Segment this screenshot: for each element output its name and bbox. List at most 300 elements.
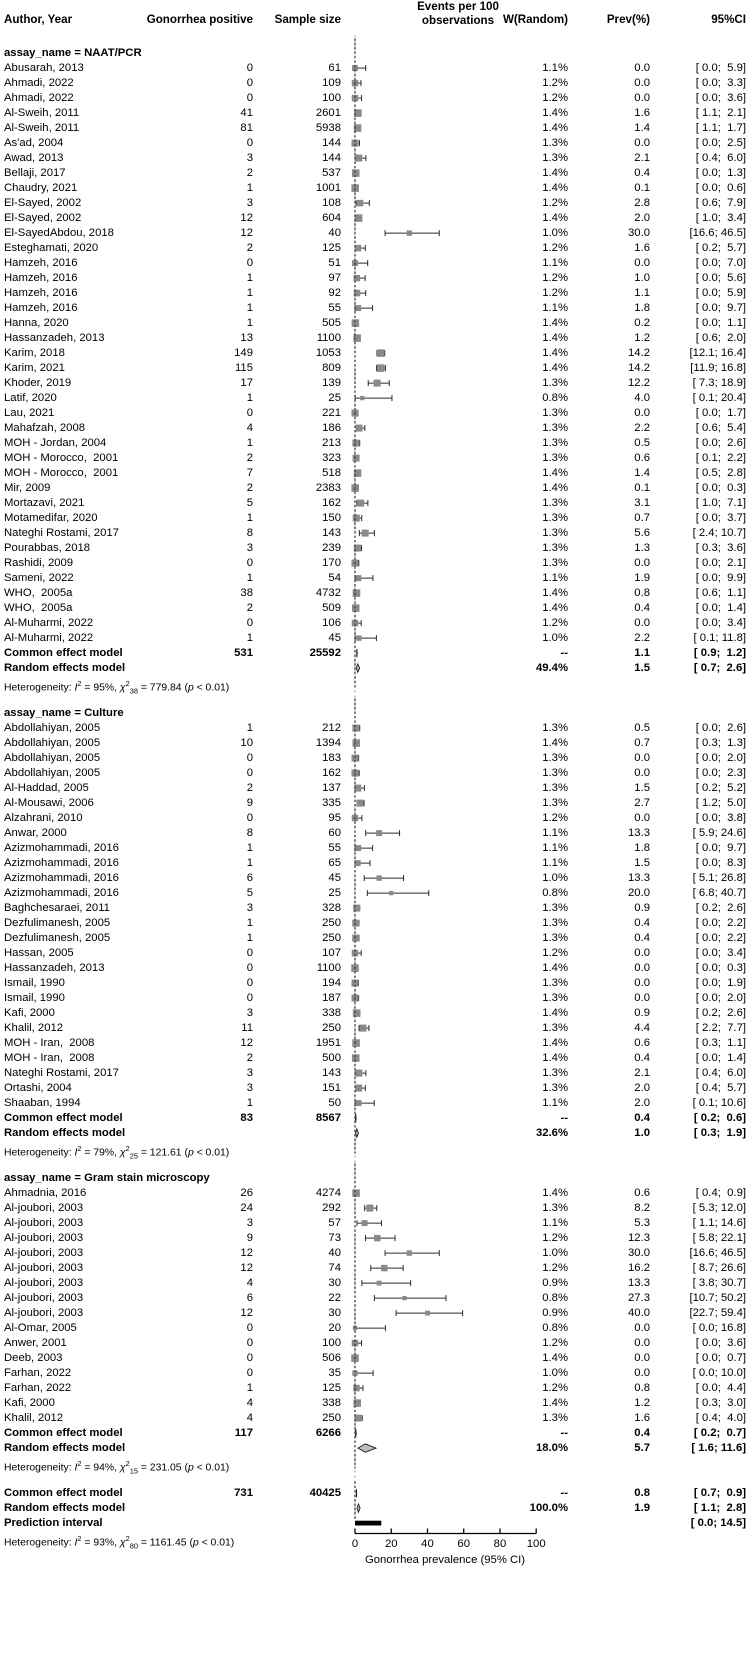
study-ci: [ 2.2; 7.7] [695,1021,746,1034]
study-prev: 20.0 [628,886,650,899]
study-weight: 1.0% [542,226,568,239]
study-prev: 1.6 [634,106,650,119]
study-label: Al-joubori, 2003 [4,1246,84,1259]
study-ci: [ 0.0; 3.3] [695,76,746,89]
heterogeneity-line: Heterogeneity: $I^2 = 95\%$, $\chi^2_{38} = 779.84$ (p < 0.01) [4,678,230,696]
study-weight: 0.8% [542,1321,568,1334]
study-events: 4 [246,421,253,434]
study-ci: [ 0.2; 2.6] [695,901,746,914]
study-ci: [ 0.0; 1.1] [695,316,746,329]
study-n: 604 [322,211,341,224]
study-ci: [ 1.1; 14.6] [692,1216,746,1229]
common-effect-ci: [ 0.2; 0.7] [693,1426,746,1439]
study-n: 2383 [315,481,341,494]
study-weight: 1.4% [542,601,568,614]
study-events: 0 [246,91,253,104]
study-prev: 0.8 [634,586,650,599]
study-n: 162 [322,496,341,509]
study-label: Al-joubori, 2003 [4,1216,84,1229]
common-effect-n: 25592 [309,646,341,659]
study-events: 0 [246,616,253,629]
study-ci: [ 0.0; 3.4] [695,616,746,629]
study-n: 1394 [315,736,341,749]
study-events: 24 [240,1201,253,1214]
study-ci: [ 1.0; 3.4] [695,211,746,224]
study-label: Al-Sweih, 2011 [4,121,80,134]
study-weight: 1.2% [542,1381,568,1394]
study-events: 3 [246,901,253,914]
study-n: 1053 [315,346,341,359]
study-n: 40 [328,226,341,239]
study-ci: [ 5.1; 26.8] [692,871,746,884]
random-effects-weight: 49.4% [535,661,568,674]
common-effect-ci: [ 0.2; 0.6] [693,1111,746,1124]
study-ci: [ 5.8; 22.1] [692,1231,746,1244]
study-label: As'ad, 2004 [4,136,64,149]
study-n: 40 [328,1246,341,1259]
study-label: Hassan, 2005 [4,946,74,959]
study-prev: 16.2 [628,1261,650,1274]
study-label: Abdollahiyan, 2005 [4,721,101,734]
study-weight: 1.1% [542,61,568,74]
study-label: Ahmadnia, 2016 [4,1186,87,1199]
common-effect-label: Common effect model [4,1111,123,1124]
study-events: 9 [246,1231,253,1244]
prediction-interval-label: Prediction interval [4,1516,103,1529]
study-label: Karim, 2018 [4,346,65,359]
study-prev: 2.2 [634,631,650,644]
study-n: 125 [322,1381,341,1394]
study-n: 20 [328,1321,341,1334]
study-n: 183 [322,751,341,764]
study-events: 0 [246,811,253,824]
study-label: Ahmadi, 2022 [4,91,74,104]
study-label: MOH - Morocco, 2001 [4,451,119,464]
study-events: 2 [246,1051,253,1064]
study-events: 1 [246,931,253,944]
study-events: 1 [246,1381,253,1394]
study-weight: 1.3% [542,451,568,464]
study-ci: [ 0.0; 2.2] [695,916,746,929]
study-n: 186 [322,421,341,434]
study-ci: [ 0.0; 3.8] [695,811,746,824]
study-prev: 0.6 [634,451,650,464]
study-events: 11 [241,1021,253,1034]
axis-tick-label: 40 [421,1537,434,1550]
random-effects-ci: [ 1.6; 11.6] [691,1441,746,1454]
study-ci: [ 0.0; 16.8] [692,1321,746,1334]
study-weight: 1.2% [542,76,568,89]
study-ci: [ 1.1; 2.1] [695,106,746,119]
study-weight: 1.1% [542,841,568,854]
study-weight: 1.1% [542,856,568,869]
study-weight: 1.3% [542,406,568,419]
study-ci: [ 0.0; 1.9] [695,976,746,989]
study-events: 5 [246,886,253,899]
study-weight: 1.3% [542,1201,568,1214]
group-title: assay_name = Gram stain microscopy [4,1171,210,1184]
study-events: 0 [246,976,253,989]
study-ci: [ 0.4; 5.7] [695,1081,746,1094]
study-ci: [ 0.6; 2.0] [695,331,746,344]
study-ci: [ 0.0; 0.6] [695,181,746,194]
study-events: 2 [246,451,253,464]
study-weight: 1.1% [542,1216,568,1229]
common-effect-events: 83 [240,1111,253,1124]
study-label: Pourabbas, 2018 [4,541,91,554]
study-prev: 0.0 [634,811,650,824]
study-n: 143 [322,1066,341,1079]
study-ci: [ 0.4; 0.9] [695,1186,746,1199]
study-events: 1 [246,286,253,299]
study-n: 250 [322,1021,341,1034]
study-ci: [ 0.0; 1.4] [695,601,746,614]
study-prev: 3.1 [634,496,650,509]
study-events: 41 [240,106,253,119]
study-ci: [ 6.8; 40.7] [692,886,746,899]
study-events: 0 [246,766,253,779]
study-events: 1 [246,916,253,929]
study-ci: [ 0.0; 5.9] [695,61,746,74]
study-prev: 30.0 [628,1246,650,1259]
study-events: 0 [246,961,253,974]
study-n: 107 [322,946,341,959]
study-events: 0 [246,1321,253,1334]
overall-random-prev: 1.9 [634,1501,650,1514]
study-weight: 0.8% [542,886,568,899]
study-weight: 1.3% [542,1411,568,1424]
study-n: 2601 [315,106,341,119]
study-label: Al-joubori, 2003 [4,1231,84,1244]
study-n: 74 [328,1261,341,1274]
study-prev: 0.0 [634,1336,650,1349]
study-n: 537 [322,166,341,179]
study-weight: 1.4% [542,736,568,749]
study-label: Ismail, 1990 [4,991,65,1004]
study-n: 809 [322,361,341,374]
random-effects-prev: 5.7 [634,1441,650,1454]
study-prev: 0.0 [634,76,650,89]
study-n: 100 [322,1336,341,1349]
study-weight: 0.8% [542,391,568,404]
study-ci: [ 1.0; 7.1] [695,496,746,509]
study-prev: 40.0 [628,1306,650,1319]
study-events: 4 [246,1411,253,1424]
group-title: assay_name = Culture [4,706,124,719]
study-n: 50 [328,1096,341,1109]
study-n: 213 [322,436,341,449]
study-weight: 1.1% [542,256,568,269]
study-prev: 0.7 [634,736,650,749]
study-events: 3 [246,1066,253,1079]
study-ci: [11.9; 16.8] [690,361,746,374]
study-n: 100 [322,91,341,104]
study-prev: 0.5 [634,721,650,734]
study-prev: 4.4 [634,1021,650,1034]
study-label: Abdollahiyan, 2005 [4,751,101,764]
study-prev: 13.3 [628,826,650,839]
study-label: Al-Muharmi, 2022 [4,616,94,629]
study-prev: 14.2 [628,346,650,359]
study-weight: 1.2% [542,616,568,629]
axis-tick-label: 0 [351,1537,359,1550]
study-prev: 2.1 [634,151,650,164]
study-weight: 1.1% [542,571,568,584]
random-effects-weight: 18.0% [535,1441,568,1454]
study-ci: [ 0.0; 9.7] [695,841,746,854]
study-prev: 2.0 [634,1096,650,1109]
study-prev: 5.3 [634,1216,650,1229]
study-weight: 1.2% [542,946,568,959]
study-events: 0 [246,556,253,569]
study-weight: 1.4% [542,586,568,599]
study-label: MOH - Iran, 2008 [4,1036,95,1049]
study-events: 13 [240,331,253,344]
study-prev: 1.5 [634,856,650,869]
study-label: Khalil, 2012 [4,1021,64,1034]
study-n: 139 [322,376,341,389]
study-ci: [ 3.8; 30.7] [692,1276,746,1289]
study-events: 1 [246,721,253,734]
study-label: Lau, 2021 [4,406,55,419]
study-label: Karim, 2021 [4,361,65,374]
study-n: 35 [328,1366,341,1379]
study-label: Nateghi Rostami, 2017 [4,526,119,539]
study-prev: 13.3 [628,1276,650,1289]
study-ci: [ 0.1; 11.8] [693,631,746,644]
study-label: Al-Muharmi, 2022 [4,631,94,644]
study-label: Latif, 2020 [4,391,57,404]
study-weight: 1.4% [542,1006,568,1019]
study-events: 1 [246,841,253,854]
random-effects-label: Random effects model [4,1441,126,1454]
common-effect-label: Common effect model [4,1426,123,1439]
study-prev: 0.4 [634,601,650,614]
study-n: 108 [322,196,341,209]
study-label: Al-Omar, 2005 [4,1321,77,1334]
study-prev: 0.1 [634,481,650,494]
study-events: 8 [246,526,253,539]
common-effect-events: 117 [234,1426,253,1439]
study-events: 3 [246,196,253,209]
study-events: 6 [246,1291,253,1304]
study-ci: [ 0.3; 1.3] [695,736,746,749]
study-ci: [ 0.4; 6.0] [695,1066,746,1079]
study-n: 92 [328,286,341,299]
study-prev: 0.0 [634,406,650,419]
study-n: 55 [328,301,341,314]
study-prev: 1.4 [634,466,650,479]
study-n: 323 [322,451,341,464]
study-weight: 1.3% [542,151,568,164]
study-n: 338 [322,1006,341,1019]
study-prev: 0.0 [634,256,650,269]
study-n: 1001 [315,181,341,194]
study-weight: 1.4% [542,166,568,179]
study-weight: 1.1% [542,301,568,314]
study-prev: 0.9 [634,1006,650,1019]
study-ci: [ 0.0; 3.4] [695,946,746,959]
study-prev: 2.2 [634,421,650,434]
study-prev: 0.4 [634,1051,650,1064]
study-events: 1 [246,181,253,194]
study-events: 5 [246,496,253,509]
study-ci: [ 0.3; 1.1] [695,1036,746,1049]
common-effect-weight: -- [560,646,568,659]
study-events: 12 [240,226,253,239]
study-events: 81 [240,121,253,134]
study-n: 144 [322,136,341,149]
study-weight: 1.3% [542,901,568,914]
study-weight: 1.4% [542,121,568,134]
study-ci: [ 0.0; 1.3] [695,166,746,179]
study-prev: 5.6 [634,526,650,539]
study-ci: [ 0.0; 2.5] [695,136,746,149]
study-prev: 0.4 [634,916,650,929]
study-label: Dezfulimanesh, 2005 [4,916,111,929]
common-effect-n: 8567 [315,1111,341,1124]
study-weight: 1.3% [542,796,568,809]
prediction-interval-ci: [ 0.0; 14.5] [690,1516,746,1529]
study-n: 506 [322,1351,341,1364]
study-weight: 1.4% [542,211,568,224]
study-n: 25 [328,886,341,899]
study-ci: [ 0.0; 2.0] [695,991,746,1004]
study-events: 0 [246,751,253,764]
study-ci: [22.7; 59.4] [689,1306,746,1319]
study-n: 250 [322,931,341,944]
study-weight: 1.3% [542,526,568,539]
col-header-ci: 95%CI [711,13,746,26]
study-label: WHO, 2005a [4,586,73,599]
random-effects-ci: [ 0.7; 2.6] [693,661,746,674]
study-prev: 0.0 [634,976,650,989]
study-n: 57 [328,1216,341,1229]
study-events: 0 [246,1351,253,1364]
study-weight: 1.3% [542,511,568,524]
study-n: 500 [322,1051,341,1064]
study-prev: 0.9 [634,901,650,914]
group-title: assay_name = NAAT/PCR [4,46,142,59]
study-label: Mortazavi, 2021 [4,496,85,509]
study-events: 17 [240,376,253,389]
random-effects-weight: 32.6% [535,1126,568,1139]
col-header-events: Gonorrhea positive [146,13,253,26]
study-ci: [ 0.5; 2.8] [695,466,746,479]
study-ci: [ 0.0; 2.6] [695,436,746,449]
common-effect-ci: [ 0.9; 1.2] [693,646,746,659]
study-prev: 0.6 [634,1036,650,1049]
study-weight: 1.3% [542,931,568,944]
study-prev: 1.1 [634,286,650,299]
study-weight: 1.0% [542,1366,568,1379]
study-ci: [ 0.0; 2.6] [695,721,746,734]
study-n: 292 [322,1201,341,1214]
study-label: El-SayedAbdou, 2018 [4,226,114,239]
study-events: 0 [246,136,253,149]
study-n: 109 [322,76,341,89]
study-prev: 0.8 [634,1381,650,1394]
common-effect-prev: 0.4 [634,1426,650,1439]
study-label: MOH - Iran, 2008 [4,1051,95,1064]
study-ci: [ 5.9; 24.6] [692,826,746,839]
study-weight: 1.4% [542,1396,568,1409]
study-n: 1951 [315,1036,341,1049]
study-events: 0 [246,61,253,74]
study-n: 239 [322,541,341,554]
study-ci: [ 0.0; 9.7] [695,301,746,314]
study-prev: 4.0 [634,391,650,404]
common-effect-n: 6266 [315,1426,341,1439]
study-label: Mahafzah, 2008 [4,421,86,434]
overall-common-label: Common effect model [4,1486,123,1499]
study-weight: 1.3% [542,766,568,779]
common-effect-label: Common effect model [4,646,123,659]
study-prev: 0.0 [634,616,650,629]
study-weight: 1.3% [542,436,568,449]
study-ci: [ 1.1; 1.7] [695,121,746,134]
study-events: 10 [240,736,253,749]
study-label: Al-Mousawi, 2006 [4,796,94,809]
axis-tick-label: 20 [384,1537,398,1550]
study-events: 2 [246,601,253,614]
study-ci: [ 0.0; 0.7] [695,1351,746,1364]
study-weight: 0.8% [542,1291,568,1304]
study-weight: 1.4% [542,181,568,194]
study-prev: 1.8 [634,301,650,314]
study-label: Al-joubori, 2003 [4,1306,84,1319]
study-events: 12 [240,211,253,224]
study-n: 45 [328,871,341,884]
study-label: Hamzeh, 2016 [4,256,78,269]
study-events: 3 [246,151,253,164]
study-events: 1 [246,856,253,869]
study-n: 170 [322,556,341,569]
study-prev: 0.0 [634,61,650,74]
study-prev: 0.0 [634,91,650,104]
study-ci: [ 0.0; 7.0] [695,256,746,269]
study-n: 250 [322,1411,341,1424]
study-ci: [ 0.4; 4.0] [695,1411,746,1424]
study-label: Bellaji, 2017 [4,166,66,179]
study-ci: [ 0.0; 1.4] [695,1051,746,1064]
axis-tick-label: 80 [493,1537,507,1550]
study-events: 0 [246,406,253,419]
study-weight: 1.3% [542,721,568,734]
study-prev: 0.0 [634,991,650,1004]
study-label: El-Sayed, 2002 [4,211,82,224]
study-events: 1 [246,631,253,644]
study-weight: 1.2% [542,91,568,104]
study-n: 151 [322,1081,341,1094]
overall-heterogeneity-line: Heterogeneity: $I^2 = 93\%$, $\chi^2_{80} = 1161.45$ (p < 0.01) [4,1533,235,1551]
study-label: Sameni, 2022 [4,571,74,584]
study-label: Al-Haddad, 2005 [4,781,89,794]
study-prev: 0.0 [634,1321,650,1334]
study-weight: 1.2% [542,241,568,254]
study-n: 150 [322,511,341,524]
study-weight: 1.0% [542,1246,568,1259]
study-n: 518 [322,466,341,479]
study-weight: 1.3% [542,376,568,389]
study-prev: 27.3 [628,1291,650,1304]
study-weight: 0.9% [542,1276,568,1289]
study-label: Alzahrani, 2010 [4,811,83,824]
study-ci: [ 0.0; 5.9] [695,286,746,299]
study-label: Hanna, 2020 [4,316,69,329]
study-n: 106 [322,616,341,629]
col-header-weight: W(Random) [502,13,568,26]
